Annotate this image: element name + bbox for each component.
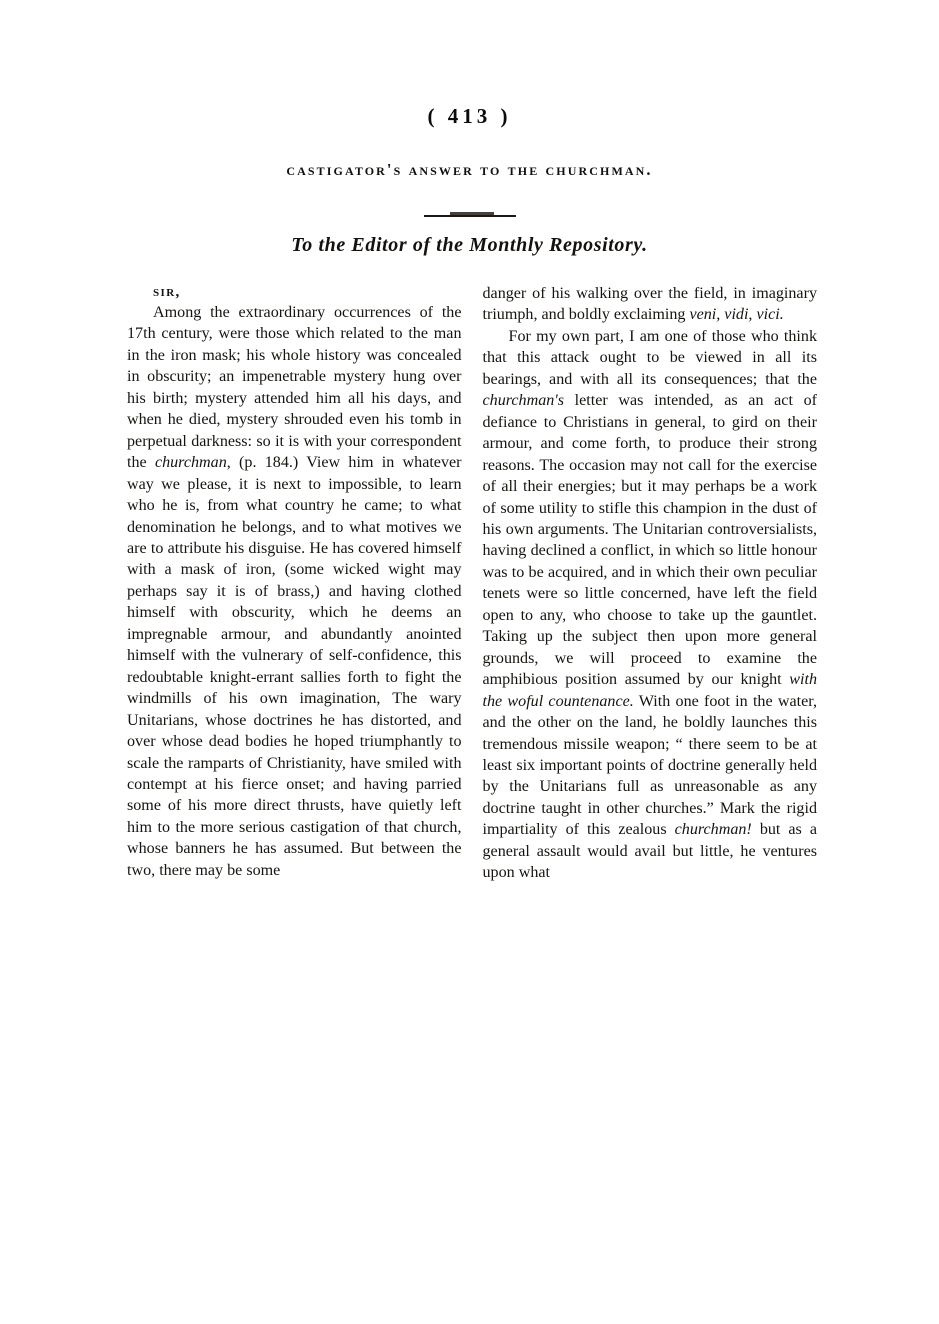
italic-veni-vidi-vici: veni, vidi, vici.	[689, 306, 784, 324]
left-paragraph-part-1: Among the extraordinary occurrences of the 17th century, were those which related to the man in the iron mask; his whole history was concealed in obscurity; an impenetrable mystery hung over his birth; mystery attended him all his days, and when he died, mystery shrouded even his tomb in perpetual darkness: so it is with your correspondent the	[127, 304, 462, 472]
running-head-title: castigator's answer to the churchman.	[286, 160, 653, 179]
italic-churchmans: churchman's	[482, 392, 565, 410]
italic-churchman-exclaim: churchman!	[674, 821, 752, 839]
right-paragraph-part-1: danger of his walking over the field, in imaginary triumph, and boldly exclaiming	[482, 285, 817, 324]
right-paragraph-part-5: but as a general assault would avail but little, he ventures upon what	[482, 821, 817, 882]
right-paragraph-part-2: For my own part, I am one of those who think that this attack ought to be viewed in all its bearings, and with all its consequences; that the	[482, 327, 817, 388]
horizontal-rule-ornament	[424, 215, 516, 217]
salutation-label: sir,	[153, 284, 181, 300]
right-paragraph-second	[483, 326, 818, 884]
right-paragraph-part-4: With one foot in the water, and the other on the land, he boldly launches this tremendous missile weapon; “ there seem to be at least six important points of doctrine generally held by the Unitarians full as unreasonable as any doctrine taught in other churches.” Mark the rigid impartiality of this zealous	[482, 692, 817, 839]
ornament-rule-container	[0, 204, 939, 222]
left-column	[127, 283, 462, 884]
right-column	[483, 283, 818, 884]
right-paragraph-continued	[483, 283, 818, 326]
italic-woful-countenance: with the woful countenance.	[482, 671, 817, 710]
salutation-paragraph	[127, 283, 462, 881]
editor-address-line: To the Editor of the Monthly Repository.	[291, 234, 648, 256]
right-paragraph-part-3: letter was intended, as an act of defiance to Christians in general, to gird on their armour, and come forth, to produce their strong reasons. The occasion may not call for the exercise of all their energies; but it may perhaps be a work of some utility to stifle this champion in the dust of his own arguments. The Unitarian controversialists, having declined a conflict, in which so little honour was to be acquired, and in which their own peculiar tenets were so little concerned, have left the field open to any, who choose to take up the gauntlet. Taking up the subject then upon more general grounds, we will proceed to examine the amphibious position assumed by our knight	[482, 392, 817, 689]
body-columns	[127, 283, 817, 884]
italic-churchman-left: churchman	[154, 454, 227, 472]
page-number: ( 413 )	[427, 104, 512, 128]
left-paragraph-part-2: , (p. 184.) View him in whatever way we please, it is next to impossible, to learn who he is, from what country he came; to what denomination he belongs, and to what motives we are to attribute his disguise. He has covered himself with a mask of iron, (some wicked wight may perhaps say it is of brass,) and having clothed himself with obscurity, which he deems an impregnable armour, and abundantly anointed himself with the vulnerary of self-confidence, this redoubtable knight-errant sallies forth to fight the windmills of his own imagination, The wary Unitarians, whose doctrines he has distorted, and over whose dead bodies he hoped triumphantly to scale the ramparts of Christianity, have smiled with contempt at his fierce onset; and having parried some of his more direct thrusts, have quietly left him to the more serious castigation of that church, whose banners he has assumed. But between the two, there may be some	[127, 454, 462, 879]
